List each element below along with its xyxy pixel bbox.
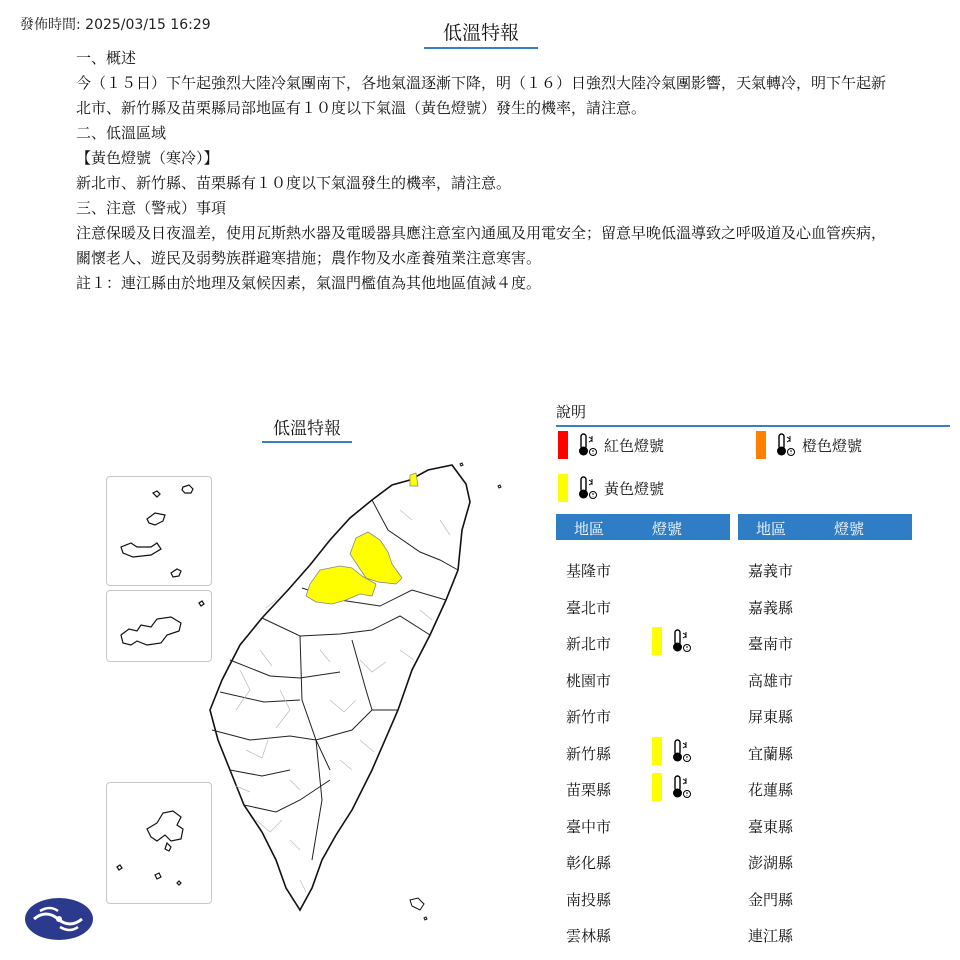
issue-time: 發佈時間: 2025/03/15 16:29 (20, 17, 211, 33)
section3-heading: 三、注意（警戒）事項 (76, 199, 227, 217)
yellow-swatch (558, 474, 568, 502)
section2-category: 【黃色燈號（寒冷）】 (76, 149, 219, 167)
cwa-logo-icon (24, 897, 94, 941)
col-signal-label: 燈號 (652, 520, 683, 538)
legend-yellow-label: 黃色燈號 (604, 479, 665, 498)
page-title: 低溫特報 (424, 18, 538, 49)
red-swatch (558, 431, 568, 459)
region-name: 桃園市 (566, 671, 612, 690)
region-name: 彰化縣 (566, 854, 612, 872)
region-name: 屏東縣 (748, 708, 794, 726)
region-name: 南投縣 (566, 890, 612, 909)
region-name: 臺中市 (566, 817, 612, 836)
col-region-label: 地區 (574, 520, 605, 538)
col-signal-label: 燈號 (834, 520, 865, 538)
region-name: 新竹市 (566, 708, 612, 726)
table-header-left (556, 514, 730, 540)
thermometer-icon (576, 475, 598, 501)
region-name: 新北市 (566, 635, 612, 653)
legend-heading: 說明 (556, 401, 950, 427)
yellow-swatch (652, 773, 662, 801)
thermometer-icon (670, 774, 692, 800)
thermometer-icon (576, 432, 598, 458)
yellow-signal-indicator (652, 627, 692, 655)
orange-swatch (756, 431, 766, 459)
region-name: 雲林縣 (566, 927, 612, 945)
legend-yellow (558, 473, 664, 503)
region-name: 花蓮縣 (748, 781, 794, 799)
section2-heading: 二、低溫區域 (76, 124, 167, 142)
note-text: 註１：連江縣由於地理及氣候因素，氣溫門檻值為其他地區值減４度。 (76, 274, 542, 292)
thermometer-icon (774, 432, 796, 458)
highlight-new-taipei (410, 473, 418, 486)
legend-orange (756, 430, 862, 460)
yellow-swatch (652, 737, 662, 765)
region-name: 臺東縣 (748, 817, 794, 836)
region-name: 基隆市 (566, 562, 612, 580)
section1-heading: 一、概述 (76, 49, 137, 67)
yellow-swatch (652, 627, 662, 655)
region-name: 宜蘭縣 (748, 744, 794, 763)
region-name: 苗栗縣 (566, 781, 612, 799)
region-name: 高雄市 (748, 671, 794, 690)
region-name: 臺南市 (748, 635, 794, 653)
region-name: 金門縣 (748, 890, 794, 909)
section2-text: 新北市、新竹縣、苗栗縣有１０度以下氣溫發生的機率，請注意。 (76, 174, 512, 192)
table-header-right (738, 514, 912, 540)
bulletin-text (76, 46, 886, 296)
legend-red (558, 430, 664, 460)
thermometer-icon (670, 628, 692, 654)
section3-text: 注意保暖及日夜溫差，使用瓦斯熱水器及電暖器具應注意室內通風及用電安全；留意早晚低溫導致之呼吸道及心血管疾病，關懷老人、遊民及弱勢族群避寒措施；農作物及水產養殖業注意寒害。 (76, 224, 887, 267)
thermometer-icon (670, 738, 692, 764)
region-name: 嘉義市 (748, 562, 794, 580)
section1-text: 今（１５日）下午起強烈大陸冷氣團南下，各地氣溫逐漸下降，明（１６）日強烈大陸冷氣團影響，天氣轉冷，明下午起新北市、新竹縣及苗栗縣局部地區有１０度以下氣溫（黃色燈號）發生的機率，請注意。 (76, 74, 887, 117)
yellow-signal-indicator (652, 737, 692, 765)
region-name: 嘉義縣 (748, 598, 794, 617)
region-name: 新竹縣 (566, 744, 612, 763)
region-name: 連江縣 (748, 927, 794, 945)
yellow-signal-indicator (652, 773, 692, 801)
legend-red-label: 紅色燈號 (604, 436, 665, 455)
taiwan-map (0, 440, 540, 930)
region-name: 臺北市 (566, 598, 612, 617)
legend-orange-label: 橙色燈號 (802, 436, 863, 455)
map-title: 低溫特報 (262, 414, 352, 443)
region-name: 澎湖縣 (748, 854, 794, 872)
col-region-label: 地區 (756, 520, 787, 538)
